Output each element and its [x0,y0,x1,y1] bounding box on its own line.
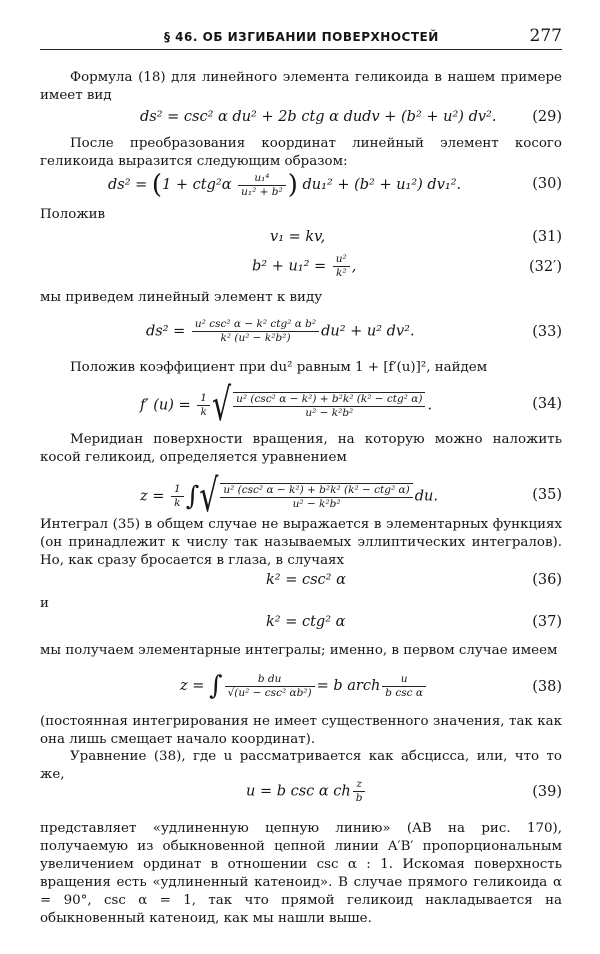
fraction-denominator: k² (u² − k²b²) [220,332,291,344]
equation-35-lhs: z = [140,488,170,505]
equation-29-body: ds² = csc² α du² + 2b ctg α dudv + (b² + u²) dv². [140,109,497,125]
equation-38-body [180,671,428,701]
right-paren: ) [287,170,298,200]
equation-32-body [252,253,356,280]
equation-30-body [108,170,461,200]
equation-30-fraction [238,172,286,199]
equation-34-lhs: f′ (u) = [140,397,196,414]
one-over-k [197,392,210,419]
equation-33-lhs: ds² = [146,323,190,340]
header-rule [40,49,562,50]
equation-38-lhs: z = [180,678,210,694]
equation-36-body: k² = csc² α [266,572,346,588]
equation-36-number: (36) [532,572,562,588]
equation-34-number: (34) [532,396,562,412]
equation-39-lhs: u = b csc α ch [246,783,351,800]
fraction-denominator: b csc α [385,686,423,699]
paragraph-6: Меридиан поверхности вращения, на которую можно наложить косой геликоид, определяется уравнением [40,432,562,465]
page-number: 277 [529,26,562,46]
equation-34-fraction [233,392,425,420]
fraction-denominator: k² [336,267,347,279]
running-header [40,28,562,50]
fraction-denominator: u² − k²b² [292,497,341,510]
paragraph-1: Формула (18) для линейного элемента геликоида в нашем примере имеет вид [40,70,562,103]
fraction-numerator: z [353,778,366,792]
paragraph-11: Уравнение (38), где u рассматривается как абсцисса, или, что то же, [40,749,562,782]
equation-35-tail: du. [414,488,438,505]
chapter-title: § 46. ОБ ИЗГИБАНИИ ПОВЕРХНОСТЕЙ [164,30,439,44]
fraction-denominator: b [355,792,363,804]
fraction-denominator: u₁² + b² [241,185,283,198]
paragraph-12: представляет «удлиненную цепную линию» (AB на рис. 170), получаемую из обыкновенной цепной линии A′B′ пропорциональным увеличением ординат в отношении csc α : 1. Искомая поверхность вращения есть «удлиненный катеноид». В случае прямого геликоида α = 90°, csc α = 1, так что прямой геликоид накладывается на обыкновенный катеноид, как мы нашли выше. [40,821,562,926]
equation-30-inner: 1 + ctg²α [162,177,232,193]
equation-39-number: (39) [532,784,562,800]
paragraph-4: мы приведем линейный элемент к виду [40,290,323,305]
fraction-numerator: u² (csc² α − k²) + b²k² (k² − ctg² α) [220,484,412,498]
equation-38-fraction [225,673,315,700]
equation-33-body [146,318,415,345]
paragraph-8: и [40,596,49,611]
equation-33 [40,318,562,364]
equation-35-number: (35) [532,487,562,503]
paragraph-3: Положив [40,207,106,222]
equation-34 [40,379,562,436]
integral-sign: ∫ [209,671,223,701]
equation-38-number: (38) [532,679,562,695]
paragraph-2: После преобразования координат линейный элемент косого геликоида выразится следующим образом: [40,136,562,169]
fraction-numerator: u² csc² α − k² ctg² α b² [192,318,319,332]
one-over-k [171,483,184,510]
paragraph-10: (постоянная интегрирования не имеет существенного значения, так как она лишь смещает начало координат). [40,714,562,747]
equation-33-tail: du² + u² dv². [321,323,415,340]
equation-30-lhs: ds² = [108,177,152,193]
fraction-numerator: 1 [171,483,184,497]
equation-39 [40,778,562,824]
equation-32-number: (32′) [528,259,562,275]
equation-34-tail: . [427,397,433,414]
equation-37-number: (37) [532,614,562,630]
equation-38-mid: = b arch [316,678,381,694]
equation-32-lhs: b² + u₁² = [252,258,331,275]
equation-29-number: (29) [532,109,562,125]
radical-sign: √ [199,470,219,523]
fraction-numerator: 1 [197,392,210,406]
paragraph-5: Положив коэффициент при du² равным 1 + [f′(u)]², найдем [70,360,488,375]
fraction-numerator: u² (csc² α − k²) + b²k² (k² − ctg² α) [233,393,425,407]
equation-30-number: (30) [532,176,562,192]
left-paren: ( [151,170,163,200]
equation-31-number: (31) [532,229,562,245]
radical-sign: √ [211,379,232,432]
equation-34-body [140,379,433,432]
equation-33-number: (33) [532,324,562,340]
equation-30-rest: du₁² + (b² + u₁²) dv₁². [302,177,462,193]
equation-39-fraction [353,778,366,805]
fraction-numerator: u² [333,253,350,267]
equation-32-tail: , [351,258,357,275]
fraction-denominator: u² − k²b² [305,406,354,419]
equation-35-fraction [220,483,412,511]
fraction-numerator: b du [225,673,315,687]
equation-32-fraction [333,253,350,280]
paragraph-9: мы получаем элементарные интегралы; именно, в первом случае имеем [40,643,558,658]
equation-39-body [246,778,367,805]
equation-31-body: v₁ = kv, [270,229,326,245]
integral-sign: ∫ [185,481,200,512]
paragraph-7: Интеграл (35) в общем случае не выражается в элементарных функциях (он принадлежит к числу так называемых эллиптических интегралов). Но, как сразу бросается в глаза, в случаях [40,517,562,568]
fraction-denominator: √(u² − csc² αb²) [227,686,312,699]
fraction-numerator: u₁⁴ [238,172,286,186]
fraction-denominator: k [174,497,181,509]
fraction-denominator: k [200,406,207,418]
equation-33-fraction [192,318,319,345]
equation-37-body: k² = ctg² α [266,614,346,630]
fraction-numerator: u [382,673,426,687]
equation-38-fraction-2 [382,673,426,700]
equation-35-body [140,470,438,523]
